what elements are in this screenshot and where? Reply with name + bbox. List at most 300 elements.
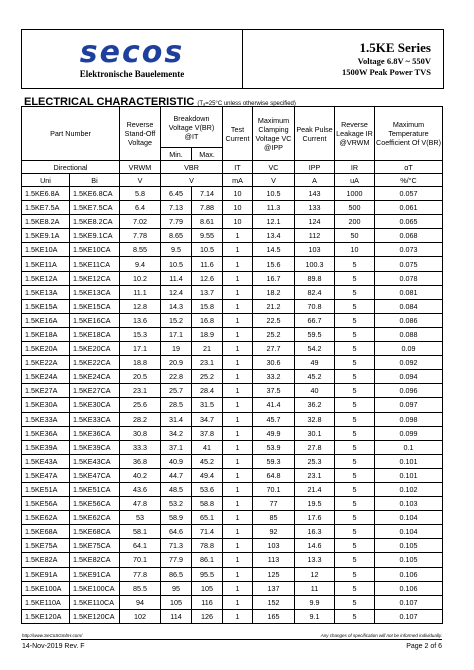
table-cell: 1.5KE51A (22, 482, 70, 496)
table-cell: 0.106 (375, 581, 443, 595)
table-cell: 19.5 (295, 497, 335, 511)
table-cell: 9.9 (295, 595, 335, 609)
table-cell: 9.1 (295, 609, 335, 623)
table-cell: 5 (335, 313, 375, 327)
table-row (22, 567, 443, 581)
table-cell: 33.3 (120, 440, 161, 454)
table-cell: 13.3 (295, 553, 335, 567)
table-cell: 15.2 (161, 313, 192, 327)
table-cell: 15.6 (253, 257, 295, 271)
table-cell: 5 (335, 299, 375, 313)
table-cell: 1.5KE12A (22, 271, 70, 285)
table-cell: 23.1 (120, 384, 161, 398)
table-cell: 86.1 (192, 553, 223, 567)
table-cell: 53.2 (161, 497, 192, 511)
table-cell: 30.6 (253, 356, 295, 370)
table-cell: 1.5KE9.1CA (70, 229, 120, 243)
table-cell: 5 (335, 342, 375, 356)
header-clamping: Maximum Clamping Voltage VC @IPP (253, 107, 295, 161)
table-cell: 0.075 (375, 257, 443, 271)
table-body (22, 187, 443, 624)
table-cell: 5 (335, 257, 375, 271)
table-row (22, 201, 443, 215)
table-cell: 10 (223, 215, 253, 229)
table-cell: 15.8 (192, 299, 223, 313)
series-title: 1.5KE Series (359, 40, 431, 55)
table-cell: 1 (223, 482, 253, 496)
series-info (243, 30, 443, 88)
table-cell: 1.5KE120A (22, 609, 70, 623)
table-cell: 116 (192, 595, 223, 609)
table-cell: 1.5KE91CA (70, 567, 120, 581)
table-cell: 1 (223, 511, 253, 525)
table-cell: 100.3 (295, 257, 335, 271)
table-cell: 18.8 (120, 356, 161, 370)
table-cell: 7.13 (161, 201, 192, 215)
symbol-directional: Directional (22, 161, 120, 174)
table-cell: 36.8 (120, 454, 161, 468)
table-cell: 11.6 (192, 257, 223, 271)
table-cell: 1 (223, 412, 253, 426)
table-cell: 143 (295, 187, 335, 201)
table-cell: 44.7 (161, 468, 192, 482)
table-cell: 92 (253, 525, 295, 539)
table-cell: 1 (223, 271, 253, 285)
table-cell: 1.5KE110CA (70, 595, 120, 609)
table-cell: 34.2 (161, 426, 192, 440)
table-cell: 34.7 (192, 412, 223, 426)
table-cell: 5 (335, 384, 375, 398)
table-row (22, 187, 443, 201)
table-cell: 1 (223, 299, 253, 313)
table-cell: 1.5KE16CA (70, 313, 120, 327)
table-cell: 13.6 (120, 313, 161, 327)
company-logo: secos (79, 35, 185, 70)
table-row (22, 482, 443, 496)
table-cell: 1 (223, 370, 253, 384)
table-cell: 17.6 (295, 511, 335, 525)
table-cell: 85 (253, 511, 295, 525)
table-cell: 8.65 (161, 229, 192, 243)
table-cell: 12.8 (120, 299, 161, 313)
table-cell: 1 (223, 595, 253, 609)
table-cell: 70.8 (295, 299, 335, 313)
table-cell: 1.5KE30CA (70, 398, 120, 412)
table-cell: 0.081 (375, 285, 443, 299)
table-cell: 45.2 (295, 370, 335, 384)
table-cell: 0.104 (375, 525, 443, 539)
table-cell: 28.2 (120, 412, 161, 426)
unit-v-breakdown: V (161, 174, 223, 187)
table-cell: 5 (335, 581, 375, 595)
table-cell: 1 (223, 342, 253, 356)
table-cell: 65.1 (192, 511, 223, 525)
table-row (22, 609, 443, 623)
section-title-text: ELECTRICAL CHARACTERISTIC (24, 96, 195, 108)
table-cell: 27.8 (295, 440, 335, 454)
table-cell: 14.6 (295, 539, 335, 553)
table-cell: 103 (253, 539, 295, 553)
table-cell: 5 (335, 497, 375, 511)
footer-date: 14-Nov-2019 Rev. F (22, 643, 85, 650)
table-cell: 5 (335, 398, 375, 412)
table-cell: 77.8 (120, 567, 161, 581)
table-cell: 6.4 (120, 201, 161, 215)
table-cell: 1.5KE15A (22, 299, 70, 313)
table-cell: 5 (335, 468, 375, 482)
table-cell: 77 (253, 497, 295, 511)
symbol-alpha: αT (375, 161, 443, 174)
table-cell: 1.5KE18CA (70, 327, 120, 341)
table-cell: 105 (161, 595, 192, 609)
table-row (22, 342, 443, 356)
table-cell: 1.5KE7.5CA (70, 201, 120, 215)
table-cell: 59.5 (295, 327, 335, 341)
table-cell: 77.9 (161, 553, 192, 567)
table-cell: 18.9 (192, 327, 223, 341)
table-cell: 1.5KE68CA (70, 525, 120, 539)
table-cell: 0.101 (375, 454, 443, 468)
table-cell: 1.5KE10CA (70, 243, 120, 257)
table-cell: 1.5KE27A (22, 384, 70, 398)
header-max: Max. (192, 148, 223, 161)
table-cell: 1.5KE56A (22, 497, 70, 511)
symbol-ipp: IPP (295, 161, 335, 174)
table-cell: 1 (223, 384, 253, 398)
table-cell: 64.6 (161, 525, 192, 539)
table-cell: 58.1 (120, 525, 161, 539)
table-cell: 5 (335, 454, 375, 468)
table-cell: 1.5KE43CA (70, 454, 120, 468)
table-cell: 1000 (335, 187, 375, 201)
header-standoff: Reverse Stand-Off Voltage (120, 107, 161, 161)
table-cell: 0.057 (375, 187, 443, 201)
table-row (22, 412, 443, 426)
table-cell: 1.5KE30A (22, 398, 70, 412)
table-cell: 0.099 (375, 426, 443, 440)
table-cell: 1 (223, 553, 253, 567)
table-cell: 71.4 (192, 525, 223, 539)
table-cell: 1.5KE100A (22, 581, 70, 595)
table-cell: 37.8 (192, 426, 223, 440)
table-cell: 11.3 (253, 201, 295, 215)
unit-uni: Uni (22, 174, 70, 187)
table-cell: 43.6 (120, 482, 161, 496)
table-cell: 0.078 (375, 271, 443, 285)
table-cell: 49.4 (192, 468, 223, 482)
table-cell: 103 (295, 243, 335, 257)
table-cell: 22.5 (253, 313, 295, 327)
table-cell: 0.073 (375, 243, 443, 257)
table-cell: 14.3 (161, 299, 192, 313)
table-cell: 500 (335, 201, 375, 215)
table-cell: 5 (335, 482, 375, 496)
table-cell: 7.78 (120, 229, 161, 243)
table-cell: 30.8 (120, 426, 161, 440)
table-cell: 1 (223, 356, 253, 370)
table-cell: 33.2 (253, 370, 295, 384)
table-cell: 1.5KE120CA (70, 609, 120, 623)
table-cell: 165 (253, 609, 295, 623)
table-cell: 1.5KE36A (22, 426, 70, 440)
table-cell: 71.3 (161, 539, 192, 553)
table-cell: 0.107 (375, 595, 443, 609)
table-cell: 25.2 (253, 327, 295, 341)
table-cell: 0.098 (375, 412, 443, 426)
table-cell: 14.5 (253, 243, 295, 257)
table-row (22, 595, 443, 609)
table-cell: 0.107 (375, 609, 443, 623)
table-row (22, 299, 443, 313)
table-cell: 20.5 (120, 370, 161, 384)
header-breakdown: Breakdown Voltage V(BR) @IT (161, 107, 223, 148)
table-cell: 1.5KE62CA (70, 511, 120, 525)
table-cell: 1 (223, 567, 253, 581)
table-row (22, 525, 443, 539)
table-cell: 1.5KE9.1A (22, 229, 70, 243)
table-cell: 12.1 (253, 215, 295, 229)
table-cell: 20.9 (161, 356, 192, 370)
header-min: Min. (161, 148, 192, 161)
table-row (22, 215, 443, 229)
table-row (22, 313, 443, 327)
table-row (22, 285, 443, 299)
table-cell: 21.4 (295, 482, 335, 496)
table-cell: 1.5KE10A (22, 243, 70, 257)
unit-v-clamp: V (253, 174, 295, 187)
header-leakage: Reverse Leakage IR @VRWM (335, 107, 375, 161)
table-cell: 1.5KE6.8CA (70, 187, 120, 201)
table-cell: 1.5KE51CA (70, 482, 120, 496)
table-cell: 41 (192, 440, 223, 454)
table-cell: 0.102 (375, 482, 443, 496)
table-cell: 58.9 (161, 511, 192, 525)
table-cell: 23.1 (192, 356, 223, 370)
table-cell: 1 (223, 285, 253, 299)
table-cell: 5 (335, 327, 375, 341)
table-cell: 30.1 (295, 426, 335, 440)
table-cell: 1.5KE56CA (70, 497, 120, 511)
table-cell: 1 (223, 468, 253, 482)
table-row (22, 553, 443, 567)
table-cell: 0.105 (375, 539, 443, 553)
unit-ma: mA (223, 174, 253, 187)
table-cell: 85.5 (120, 581, 161, 595)
table-cell: 5.8 (120, 187, 161, 201)
table-cell: 125 (253, 567, 295, 581)
table-cell: 5 (335, 271, 375, 285)
table-cell: 16.3 (295, 525, 335, 539)
unit-ua: uA (335, 174, 375, 187)
table-cell: 5 (335, 440, 375, 454)
table-cell: 10 (223, 201, 253, 215)
table-cell: 5 (335, 412, 375, 426)
table-cell: 19 (161, 342, 192, 356)
table-row (22, 229, 443, 243)
table-cell: 133 (295, 201, 335, 215)
table-row (22, 454, 443, 468)
table-cell: 89.8 (295, 271, 335, 285)
table-cell: 1.5KE47CA (70, 468, 120, 482)
unit-pct: %/°C (375, 174, 443, 187)
table-cell: 22.8 (161, 370, 192, 384)
table-cell: 86.5 (161, 567, 192, 581)
table-cell: 1.5KE75A (22, 539, 70, 553)
table-cell: 17.1 (161, 327, 192, 341)
table-cell: 66.7 (295, 313, 335, 327)
table-cell: 16.7 (253, 271, 295, 285)
table-cell: 32.8 (295, 412, 335, 426)
table-cell: 1.5KE39A (22, 440, 70, 454)
table-cell: 1.5KE22A (22, 356, 70, 370)
table-row (22, 356, 443, 370)
table-cell: 1 (223, 426, 253, 440)
symbol-vrwm: VRWM (120, 161, 161, 174)
table-cell: 40 (295, 384, 335, 398)
unit-bi: Bi (70, 174, 120, 187)
symbol-ir: IR (335, 161, 375, 174)
table-cell: 12.4 (161, 285, 192, 299)
table-cell: 105 (192, 581, 223, 595)
table-cell: 10.5 (253, 187, 295, 201)
table-cell: 8.61 (192, 215, 223, 229)
table-cell: 31.5 (192, 398, 223, 412)
table-cell: 50 (335, 229, 375, 243)
table-cell: 64.1 (120, 539, 161, 553)
table-cell: 112 (295, 229, 335, 243)
table-cell: 1.5KE11CA (70, 257, 120, 271)
table-cell: 0.1 (375, 440, 443, 454)
table-row (22, 426, 443, 440)
table-cell: 10 (335, 243, 375, 257)
table-cell: 1.5KE27CA (70, 384, 120, 398)
table-cell: 9.55 (192, 229, 223, 243)
table-cell: 40.9 (161, 454, 192, 468)
table-cell: 1 (223, 229, 253, 243)
table-cell: 5 (335, 356, 375, 370)
table-cell: 1 (223, 327, 253, 341)
table-cell: 11.4 (161, 271, 192, 285)
table-cell: 5 (335, 285, 375, 299)
table-cell: 31.4 (161, 412, 192, 426)
table-cell: 5 (335, 370, 375, 384)
table-cell: 1 (223, 581, 253, 595)
table-cell: 16.8 (192, 313, 223, 327)
table-cell: 40.2 (120, 468, 161, 482)
table-cell: 53 (120, 511, 161, 525)
company-subtitle: Elektronische Bauelemente (79, 69, 185, 79)
header-pulse: Peak Pulse Current (295, 107, 335, 161)
table-cell: 58.8 (192, 497, 223, 511)
table-cell: 1.5KE33CA (70, 412, 120, 426)
table-cell: 5 (335, 567, 375, 581)
table-cell: 7.14 (192, 187, 223, 201)
voltage-range: Voltage 6.8V ~ 550V (357, 56, 431, 66)
table-cell: 1.5KE24CA (70, 370, 120, 384)
header-tempco: Maximum Temperature Coefficient Of V(BR) (375, 107, 443, 161)
table-cell: 10 (223, 187, 253, 201)
table-cell: 5 (335, 609, 375, 623)
table-cell: 27.7 (253, 342, 295, 356)
table-cell: 95 (161, 581, 192, 595)
table-cell: 1.5KE7.5A (22, 201, 70, 215)
table-cell: 21.2 (253, 299, 295, 313)
table-cell: 9.4 (120, 257, 161, 271)
table-cell: 48.5 (161, 482, 192, 496)
table-cell: 1.5KE22CA (70, 356, 120, 370)
table-cell: 64.8 (253, 468, 295, 482)
table-cell: 1.5KE8.2A (22, 215, 70, 229)
table-cell: 0.106 (375, 567, 443, 581)
footer-url[interactable]: http://www.SeCoSGmbH.com/ (22, 633, 83, 638)
table-cell: 1.5KE68A (22, 525, 70, 539)
table-cell: 5 (335, 539, 375, 553)
table-cell: 1 (223, 257, 253, 271)
table-cell: 0.096 (375, 384, 443, 398)
table-cell: 37.5 (253, 384, 295, 398)
table-row (22, 497, 443, 511)
table-cell: 36.2 (295, 398, 335, 412)
table-cell: 0.104 (375, 511, 443, 525)
symbol-it: IT (223, 161, 253, 174)
table-cell: 0.065 (375, 215, 443, 229)
header-test-current: Test Current (223, 107, 253, 161)
table-cell: 1.5KE20A (22, 342, 70, 356)
symbol-vbr: VBR (161, 161, 223, 174)
table-cell: 12.6 (192, 271, 223, 285)
table-cell: 0.094 (375, 370, 443, 384)
table-cell: 94 (120, 595, 161, 609)
table-cell: 0.084 (375, 299, 443, 313)
table-cell: 45.7 (253, 412, 295, 426)
table-cell: 1.5KE36CA (70, 426, 120, 440)
table-cell: 1.5KE15CA (70, 299, 120, 313)
table-cell: 1 (223, 440, 253, 454)
table-cell: 70.1 (253, 482, 295, 496)
table-cell: 1 (223, 539, 253, 553)
table-cell: 47.8 (120, 497, 161, 511)
table-cell: 53.9 (253, 440, 295, 454)
table-row (22, 327, 443, 341)
table-cell: 124 (295, 215, 335, 229)
table-cell: 95.5 (192, 567, 223, 581)
table-cell: 70.1 (120, 553, 161, 567)
footer-page: Page 2 of 6 (406, 643, 442, 650)
table-cell: 25.3 (295, 454, 335, 468)
footer-divider (21, 639, 442, 640)
table-row (22, 243, 443, 257)
table-cell: 1.5KE33A (22, 412, 70, 426)
table-row (22, 384, 443, 398)
table-cell: 0.097 (375, 398, 443, 412)
footer-notice: Any changes of specification will not be informed individually. (320, 633, 442, 638)
table-cell: 1.5KE24A (22, 370, 70, 384)
table-cell: 0.068 (375, 229, 443, 243)
electrical-characteristic-table (21, 106, 443, 624)
table-cell: 54.2 (295, 342, 335, 356)
table-cell: 1.5KE110A (22, 595, 70, 609)
table-cell: 1.5KE82CA (70, 553, 120, 567)
table-cell: 11 (295, 581, 335, 595)
table-cell: 13.7 (192, 285, 223, 299)
table-cell: 137 (253, 581, 295, 595)
table-cell: 28.5 (161, 398, 192, 412)
table-cell: 6.45 (161, 187, 192, 201)
table-row (22, 271, 443, 285)
table-cell: 1.5KE16A (22, 313, 70, 327)
table-cell: 10.5 (161, 257, 192, 271)
table-cell: 1 (223, 454, 253, 468)
